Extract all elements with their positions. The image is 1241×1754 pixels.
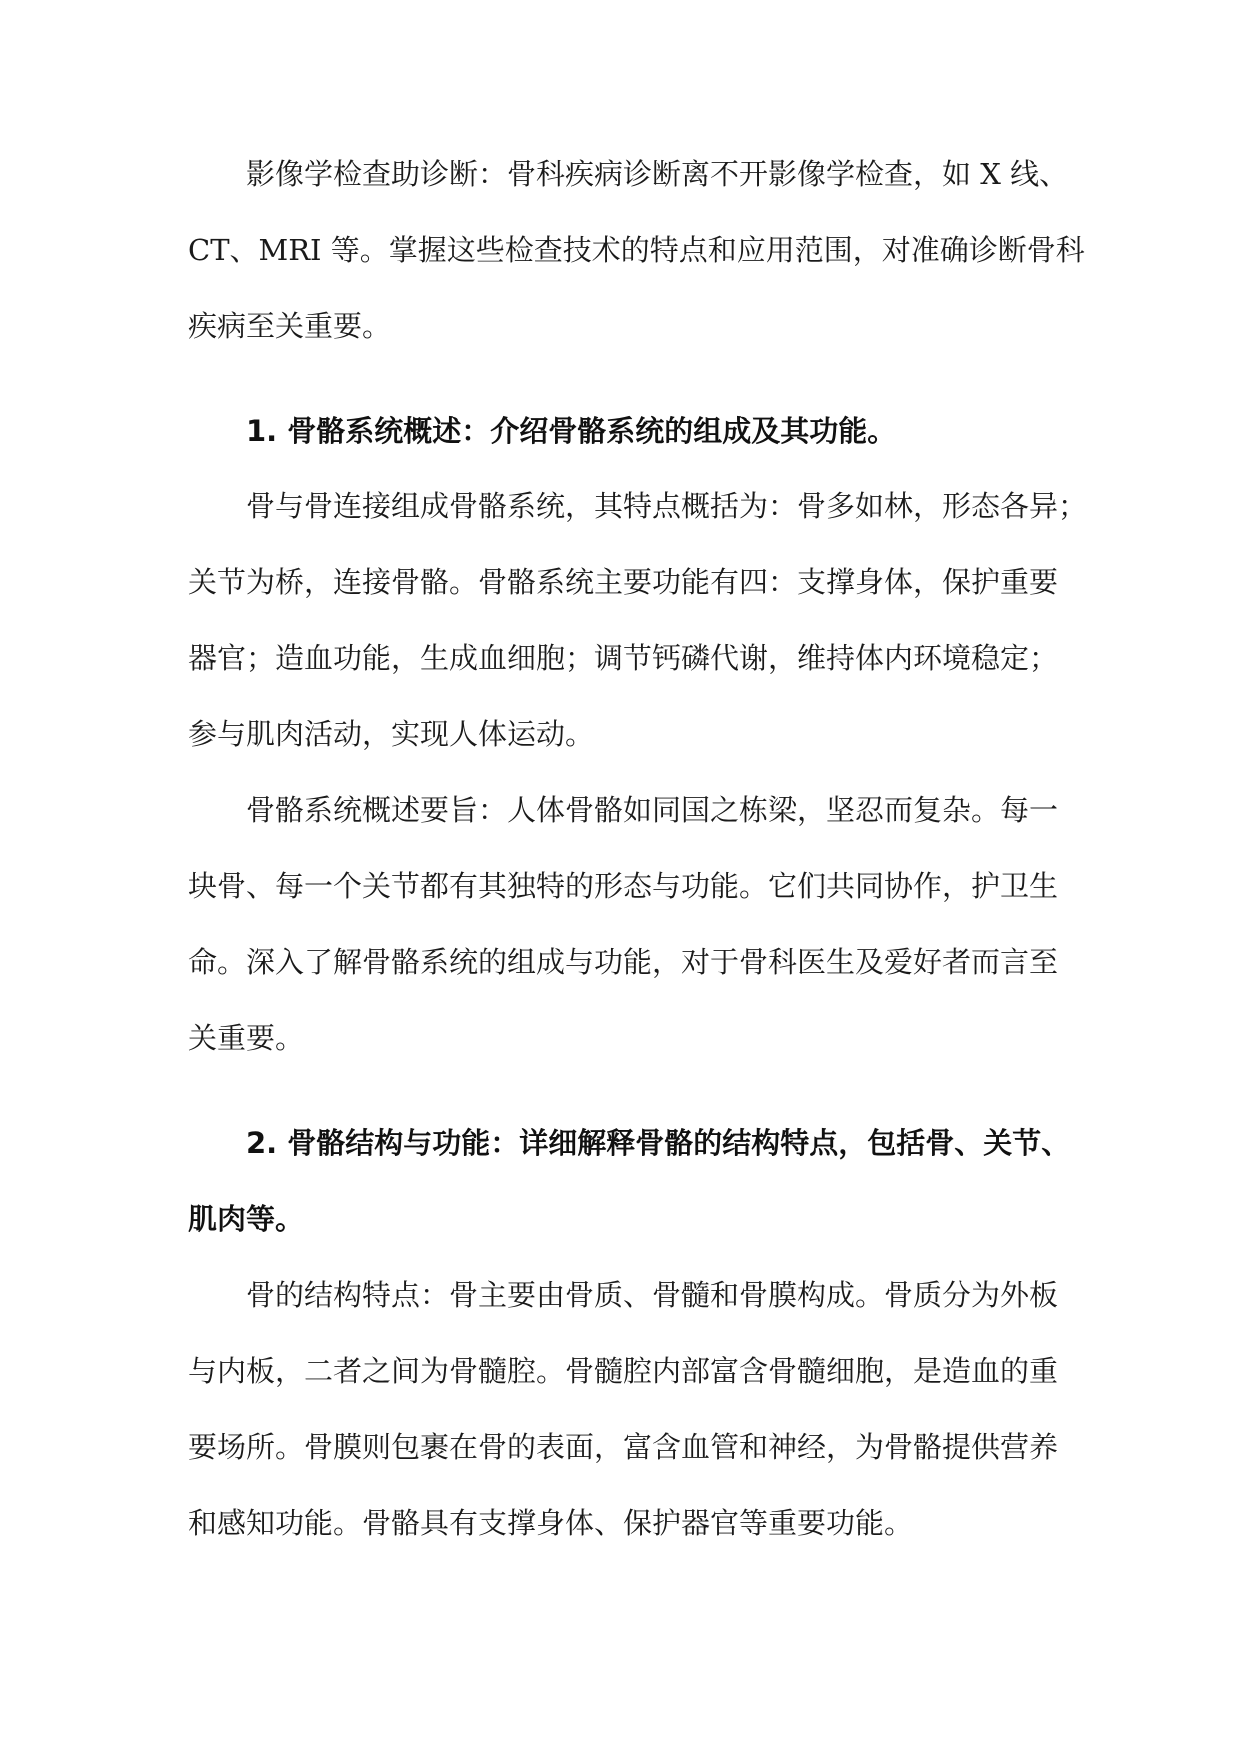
heading-line: 肌肉等。 bbox=[188, 1202, 305, 1236]
paragraph-line: 骨与骨连接组成骨骼系统，其特点概括为：骨多如林，形态各异； bbox=[246, 489, 1088, 523]
heading-line: 2. 骨骼结构与功能：详细解释骨骼的结构特点，包括骨、关节、 bbox=[246, 1126, 1071, 1160]
paragraph-line: 要场所。骨膜则包裹在骨的表面，富含血管和神经，为骨骼提供营养 bbox=[188, 1430, 1059, 1464]
paragraph-line: 块骨、每一个关节都有其独特的形态与功能。它们共同协作，护卫生 bbox=[188, 869, 1059, 903]
paragraph-line: 器官；造血功能，生成血细胞；调节钙磷代谢，维持体内环境稳定； bbox=[188, 641, 1059, 675]
paragraph-line: 骨骼系统概述要旨：人体骨骼如同国之栋梁，坚忍而复杂。每一 bbox=[246, 793, 1059, 827]
paragraph-line: 与内板，二者之间为骨髓腔。骨髓腔内部富含骨髓细胞，是造血的重 bbox=[188, 1354, 1059, 1388]
paragraph-line: CT、MRI 等。掌握这些检查技术的特点和应用范围，对准确诊断骨科 bbox=[188, 233, 1085, 267]
section-heading-1: 1. 骨骼系统概述：介绍骨骼系统的组成及其功能。 bbox=[246, 414, 897, 448]
paragraph-line: 参与肌肉活动，实现人体运动。 bbox=[188, 717, 595, 751]
paragraph-line: 关节为桥，连接骨骼。骨骼系统主要功能有四：支撑身体，保护重要 bbox=[188, 565, 1059, 599]
paragraph-line: 命。深入了解骨骼系统的组成与功能，对于骨科医生及爱好者而言至 bbox=[188, 945, 1059, 979]
paragraph-line: 关重要。 bbox=[188, 1021, 305, 1055]
paragraph-line: 和感知功能。骨骼具有支撑身体、保护器官等重要功能。 bbox=[188, 1506, 914, 1540]
paragraph-line: 骨的结构特点：骨主要由骨质、骨髓和骨膜构成。骨质分为外板 bbox=[246, 1278, 1059, 1312]
paragraph-line: 影像学检查助诊断：骨科疾病诊断离不开影像学检查，如 X 线、 bbox=[246, 157, 1069, 191]
paragraph-line: 疾病至关重要。 bbox=[188, 309, 392, 343]
